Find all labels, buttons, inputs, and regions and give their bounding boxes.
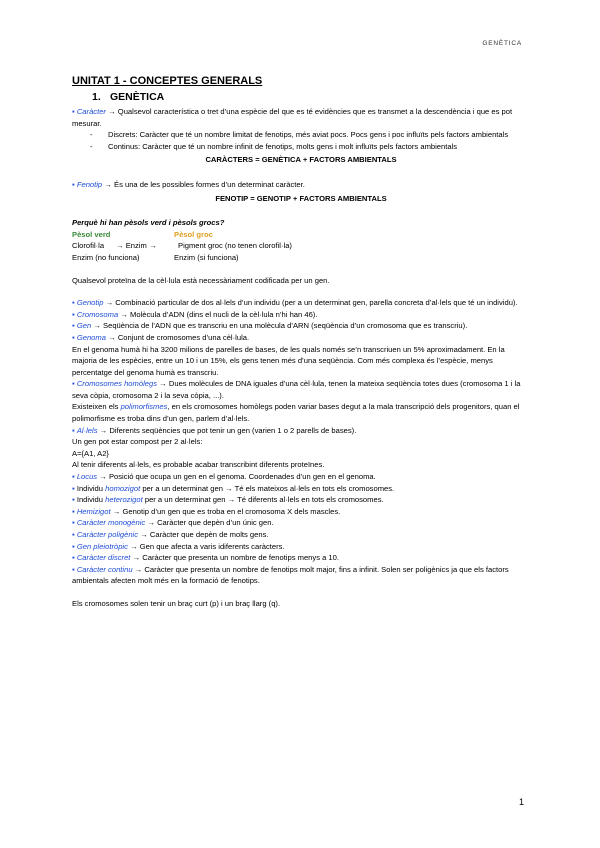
term: polimorfismes <box>120 402 168 412</box>
paragraph-polimorfismes <box>72 401 530 424</box>
term: Locus <box>76 472 98 482</box>
definition-text: Diferents seqüències que pot tenir un gen (varien 1 o 2 parells de bases). <box>109 425 357 435</box>
definition-continu <box>72 564 530 587</box>
sub-item-continus <box>72 141 530 153</box>
pea-row-1 <box>72 240 530 252</box>
term: Gen <box>76 321 92 331</box>
definition-homozigot <box>72 483 530 495</box>
definition-text: Caràcter que presenta un nombre de fenotips menys a 10. <box>142 553 339 563</box>
definition-poligenic <box>72 529 530 541</box>
term: Al·lels <box>76 425 98 435</box>
arrow-icon: → <box>112 506 121 516</box>
page-number: 1 <box>518 797 524 807</box>
definition-pleiotropic <box>72 541 530 553</box>
text: Individu <box>76 495 104 505</box>
paragraph-alels-2: A={A1, A2} <box>72 448 109 458</box>
bullet-icon: ▪ <box>72 530 75 539</box>
sub-item-text: Continus: Caràcter que té un nombre infinit de fenotips, molts gens i molt influïts pels factors ambientals <box>108 141 458 151</box>
term: Caràcter poligènic <box>76 530 139 539</box>
sub-item-text: Discrets: Caràcter que té un nombre limitat de fenotips, més aviat pocs. Pocs gens i poc influïts pels factors ambientals <box>108 130 509 140</box>
paragraph-genoma: En el genoma humà hi ha 3200 milions de parelles de bases, de les quals només se’n transcriuen un 5% aproximadament. En la majoria de les espècies, entre un 10 i un 15%, els gens tenen més d’una seqüència. Com més complexa és l’espècie, menys percentatge del genoma humà es transcriu. <box>72 344 505 377</box>
bullet-icon: ▪ <box>72 472 75 482</box>
definition-text: Seqüència de l’ADN que es transcriu en una molècula d’ARN (seqüència d’un cromosoma que es transcriu). <box>103 321 468 331</box>
formula-caracters: CARÀCTERS = GENÈTICA + FACTORS AMBIENTALS <box>205 155 397 165</box>
term: Fenotip <box>76 179 103 189</box>
arrow-icon: → <box>159 379 167 389</box>
spacer <box>72 587 530 598</box>
arrow-icon: → <box>105 298 114 308</box>
arrow-icon: → <box>134 564 143 574</box>
bullet-icon: ▪ <box>72 564 75 574</box>
term: heterozigot <box>105 495 143 505</box>
arrow-icon: → <box>99 425 108 435</box>
label-pesol-groc: Pèsol groc <box>174 229 213 239</box>
bullet-icon: ▪ <box>72 518 75 528</box>
bullet-icon: ▪ <box>72 332 75 342</box>
definition-text: És una de les possibles formes d’un determinat caràcter. <box>114 179 305 189</box>
bullet-icon: ▪ <box>72 298 75 308</box>
label-pesol-verd: Pèsol verd <box>72 229 111 239</box>
sub-item-discrets <box>72 129 530 141</box>
bullet-icon: ▪ <box>72 379 75 389</box>
bullet-icon: ▪ <box>72 553 75 563</box>
definition-text: Combinació particular de dos al·lels d’un individu (per a un determinat gen, parella concreta d’al·lels que té un individu). <box>115 298 518 308</box>
arrow-icon: → <box>116 241 124 251</box>
dash-icon: - <box>90 141 93 151</box>
section-number: 1. <box>92 91 101 103</box>
term: Hemizigot <box>76 506 111 516</box>
cell: Enzim (no funciona) <box>72 252 140 262</box>
definition-locus <box>72 471 530 483</box>
term: Cromosomes homòlegs <box>76 379 158 389</box>
dash-icon: - <box>90 130 93 140</box>
arrow-icon: → <box>93 321 101 331</box>
section-label: GENÈTICA <box>110 91 165 103</box>
cell <box>116 240 168 252</box>
paragraph-alels-1: Un gen pot estar compost per 2 al·lels: <box>72 437 203 447</box>
definition-text: per a un determinat gen → Té diferents al·lels en tots els cromosomes. <box>144 495 384 505</box>
document-body <box>72 74 530 610</box>
definition-gen <box>72 320 530 332</box>
definition-text: Conjunt de cromosomes d’una cèl·lula. <box>117 332 250 342</box>
arrow-icon: → <box>104 179 112 189</box>
definition-text: Gen que afecta a varis idiferents caràcters. <box>139 541 285 551</box>
bullet-icon: ▪ <box>72 425 75 435</box>
bullet-icon: ▪ <box>72 483 75 493</box>
unit-title: UNITAT 1 - CONCEPTES GENERALS <box>72 75 263 87</box>
paragraph-proteina: Qualsevol proteïna de la cèl·lula està necessàriament codificada per un gen. <box>72 275 330 285</box>
arrow-icon: → <box>120 309 128 319</box>
bullet-icon: ▪ <box>72 495 75 505</box>
arrow-icon: → <box>99 472 107 482</box>
term: Caràcter <box>76 107 106 116</box>
spacer <box>72 264 530 275</box>
definition-text: Genotip d’un gen que es troba en el cromosoma X dels mascles. <box>122 506 341 516</box>
formula-fenotip: FENOTIP = GENOTIP + FACTORS AMBIENTALS <box>215 193 387 203</box>
definition-alels <box>72 425 530 437</box>
bullet-icon: ▪ <box>72 541 75 551</box>
term: Cromosoma <box>76 309 119 319</box>
spacer <box>72 286 530 297</box>
definition-text: Posició que ocupa un gen en el genoma. Coordenades d’un gen en el genoma. <box>108 472 376 482</box>
arrow-icon: → <box>130 541 138 551</box>
arrow-icon: → <box>147 518 155 528</box>
definition-text: Qualsevol característica o tret d’una espècie del que es té evidències que es transmet a la descendència i que es pot mesurar. <box>72 107 513 128</box>
definition-heterozigot <box>72 494 530 506</box>
definition-genotip <box>72 297 530 309</box>
cell: Clorofil·la <box>72 241 105 251</box>
definition-caracter <box>72 106 530 129</box>
term: Gen pleiotròpic <box>76 541 128 551</box>
running-header: GENÈTICA <box>482 40 522 47</box>
definition-discret <box>72 552 530 564</box>
paragraph-closing: Els cromosomes solen tenir un braç curt (p) i un braç llarg (q). <box>72 598 281 608</box>
pea-row-2 <box>72 252 530 264</box>
definition-fenotip <box>72 179 530 191</box>
spacer <box>72 168 530 179</box>
paragraph-alels-3: Al tenir diferents al·lels, es probable acabar transcribint diferents proteïnes. <box>72 460 325 470</box>
definition-text: per a un determinat gen → Té els mateixos al·lels en tots els cromosomes. <box>142 483 395 493</box>
arrow-icon: → <box>140 530 148 539</box>
question: Perquè hi han pèsols verd i pèsols grocs? <box>72 218 225 228</box>
section-heading <box>92 91 530 104</box>
term: Caràcter discret <box>76 553 131 563</box>
term: Genoma <box>76 332 106 342</box>
bullet-icon: ▪ <box>72 309 75 319</box>
term: Caràcter monogènic <box>76 518 146 528</box>
definition-text: Caràcter que depèn de molts gens. <box>149 530 269 539</box>
definition-cromosoma <box>72 309 530 321</box>
pea-header-row <box>72 229 530 241</box>
arrow-icon: → <box>108 332 116 342</box>
text: Individu <box>76 483 104 493</box>
definition-homolegs <box>72 378 530 401</box>
definition-text: Caràcter que presenta un nombre de fenotips molt major, fins a infinit. Solen ser poligènics ja que els factors ambientals afecten molt més en la formació de fenotips. <box>72 564 509 586</box>
definition-text: Molècula d’ADN (dins el nucli de la cèl·lula n’hi han 46). <box>130 309 318 319</box>
definition-text: Caràcter que depèn d’un únic gen. <box>157 518 274 528</box>
bullet-icon: ▪ <box>72 506 75 516</box>
term: Caràcter continu <box>76 564 133 574</box>
arrow-icon: → <box>132 553 141 563</box>
cell: Enzim (si funciona) <box>174 252 239 262</box>
definition-genoma <box>72 332 530 344</box>
arrow-icon: → <box>148 241 157 251</box>
spacer <box>72 206 530 217</box>
cell: Pigment groc (no tenen clorofil·la) <box>178 241 292 251</box>
definition-text: Dues molècules de DNA iguales d’una cèl·lula, tenen la mateixa seqüència totes dues (cromosoma 1 i la seva còpia, cromosoma 2 i la seva còpia, ...). <box>72 379 521 400</box>
bullet-icon: ▪ <box>72 321 75 331</box>
term: Genotip <box>76 298 104 308</box>
definition-hemizigot <box>72 506 530 518</box>
arrow-icon: → <box>108 107 116 116</box>
bullet-icon: ▪ <box>72 107 75 116</box>
definition-monogenic <box>72 517 530 529</box>
bullet-icon: ▪ <box>72 179 75 189</box>
cell-text: Enzim <box>125 241 147 251</box>
text: , en els cromosomes homòlegs poden variar bases degut a la mala transcripció dels progenitors, quan el polimorfisme es troba dins d’un gen, parlem d’al·lels. <box>72 402 520 424</box>
text: Existeixen els <box>72 402 119 412</box>
term: homozigot <box>105 483 141 493</box>
